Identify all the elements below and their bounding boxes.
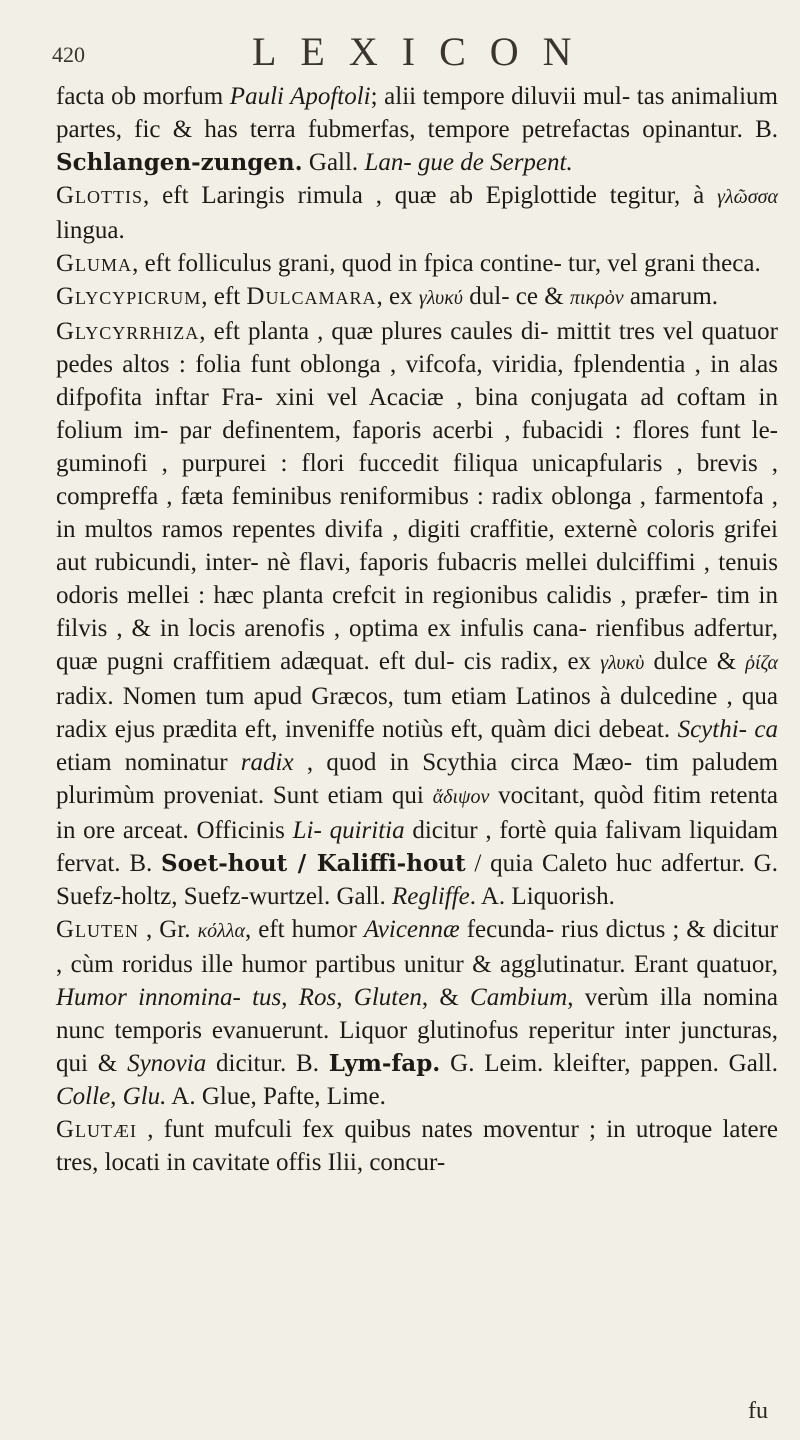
text-run: lingua. bbox=[56, 217, 125, 244]
entry-gluten bbox=[56, 913, 778, 1113]
running-head: LEXICON bbox=[252, 29, 596, 74]
text-run: Ros bbox=[298, 984, 337, 1011]
text-run: fecunda- rius dictus ; & dicitur , cùm roridus ille humor partibus unitur & agglutinatur. Erant quatuor, bbox=[56, 916, 779, 978]
text-run: , funt mufculi fex quibus nates moventur ; in utroque latere tres, locati in cavitate offis Ilii, concur- bbox=[56, 1116, 778, 1176]
text-run: Lan- gue de Serpent. bbox=[364, 149, 573, 176]
text-run: , Gr. bbox=[139, 916, 198, 943]
text-run: , ex bbox=[376, 283, 419, 310]
text-run: , eft humor bbox=[244, 916, 364, 943]
text-run: Li- quiritia bbox=[292, 817, 405, 844]
text-run: , bbox=[110, 1083, 123, 1110]
text-run: Gluten bbox=[353, 984, 422, 1011]
text-run: Colle bbox=[56, 1083, 111, 1110]
text-run: γλυκὺ bbox=[600, 652, 645, 674]
text-run: dulce & bbox=[644, 648, 746, 675]
text-run: amarum. bbox=[623, 283, 718, 310]
text-run: Humor innomina- tus bbox=[56, 984, 282, 1011]
text-run: Gall. bbox=[302, 149, 365, 176]
text-run: Lym-fap. bbox=[328, 1050, 441, 1077]
catchword: fu bbox=[748, 1398, 768, 1424]
text-run: Gluma bbox=[56, 250, 133, 277]
text-run: Gluten bbox=[56, 916, 140, 943]
entry-glutaei bbox=[56, 1113, 778, 1179]
text-run: Regliffe bbox=[392, 883, 470, 910]
text-run: , bbox=[336, 984, 354, 1011]
text-run: Glottis bbox=[56, 182, 144, 209]
text-run: γλῶσσα bbox=[717, 186, 778, 208]
text-run: dul- ce & bbox=[463, 283, 570, 310]
text-run: Glycypicrum bbox=[56, 283, 202, 310]
text-run: Scythi- ca bbox=[677, 716, 778, 743]
text-run: Pauli Apoftoli bbox=[229, 83, 371, 110]
text-run: radix. Nomen tum apud Græcos, tum etiam Latinos à dulcedine , qua radix ejus prædita eft, inveniffe notiùs eft, quàm dici debeat. bbox=[56, 683, 778, 743]
text-run: Glutæi bbox=[56, 1116, 138, 1143]
entry-gluma bbox=[56, 247, 778, 280]
text-run: A. Glue, Pafte, Lime. bbox=[166, 1083, 386, 1110]
text-run: dicitur , fortè quia falivam liquidam fervat. B. bbox=[56, 817, 779, 877]
text-run: , quod in Scythia circa Mæo- tim paludem plurimùm proveniat. Sunt etiam qui bbox=[56, 749, 778, 809]
entry-continuation bbox=[56, 80, 778, 179]
text-run: κόλλα bbox=[197, 920, 245, 942]
text-run: / quia Caleto huc adfertur. G. Suefz-holtz, Suefz-wurtzel. Gall. bbox=[56, 850, 778, 910]
text-run: , eft bbox=[201, 283, 247, 310]
text-run: , & bbox=[421, 984, 471, 1011]
page-header bbox=[52, 26, 752, 74]
text-run: Synovia bbox=[127, 1050, 207, 1077]
text-run: , verùm illa nomina nunc temporis evanuerunt. Liquor glutinofus reperitur inter juncturas, qui & bbox=[56, 984, 779, 1077]
text-run: Schlangen-zungen. bbox=[56, 149, 303, 176]
text-run: Soet-hout / Kaliffi-hout bbox=[161, 850, 466, 877]
entry-glottis bbox=[56, 179, 778, 247]
entry-glycyrrhiza bbox=[56, 315, 778, 913]
text-run: Dulcamara bbox=[246, 283, 377, 310]
text-run: . A. Liquorish. bbox=[469, 883, 615, 910]
entry-glycypicrum bbox=[56, 280, 778, 315]
text-run: Glycyrrhiza bbox=[56, 318, 200, 345]
text-run: , bbox=[281, 984, 299, 1011]
text-run: dicitur. B. bbox=[206, 1050, 329, 1077]
page-number: 420 bbox=[52, 42, 85, 67]
text-run: Glu. bbox=[122, 1083, 167, 1110]
text-run: ῥίζα bbox=[745, 652, 778, 674]
text-run: G. Leim. kleifter, pappen. Gall. bbox=[440, 1050, 778, 1077]
body-text bbox=[56, 80, 778, 1179]
text-run: etiam nominatur bbox=[56, 749, 241, 776]
text-run: Avicennæ bbox=[363, 916, 460, 943]
text-run: γλυκύ bbox=[418, 287, 463, 309]
text-run: Cambium bbox=[470, 984, 568, 1011]
text-run: πικρὸν bbox=[569, 287, 624, 309]
text-run: , eft folliculus grani, quod in fpica contine- tur, vel grani theca. bbox=[132, 250, 761, 277]
text-run: ; alii tempore diluvii mul- tas animalium partes, fic & has terra fubmerfas, tempore petrefactas opinantur. B. bbox=[56, 83, 779, 143]
text-run: vocitant, quòd fitim retenta in ore arceat. Officinis bbox=[56, 782, 779, 844]
text-run: radix bbox=[240, 749, 294, 776]
text-run: ἄδιψον bbox=[432, 786, 490, 808]
text-run: , eft planta , quæ plures caules di- mittit tres vel quatuor pedes altos : folia funt oblonga , vifcofa, viridia, fplendentia , in alas difpofita inftar Fra- xini vel Acaciæ , bina conjugata ad coftam in folium im- par definentem, faporis acerbi , fubacidi : flores funt le- guminofi , purpurei : flori fuccedit filiqua unicapfularis , brevis , compreffa , fæta feminibus reniformibus : radix oblonga , farmentofa , in multos ramos repentes divifa , digiti craffitie, externè coloris grifei aut rubicundi, inter- nè flavi, faporis fubacris mellei dulciffimi , tenuis odoris mellei : hæc planta crefcit in regionibus calidis , præfer- tim in filvis , & in locis arenofis , optima ex infulis cana- rienfibus adfertur, quæ pugni craffitiem adæquat. eft dul- cis radix, ex bbox=[56, 318, 778, 675]
text-run: facta ob morfum bbox=[56, 83, 230, 110]
text-run: , eft Laringis rimula , quæ ab Epiglottide tegitur, à bbox=[143, 182, 718, 209]
